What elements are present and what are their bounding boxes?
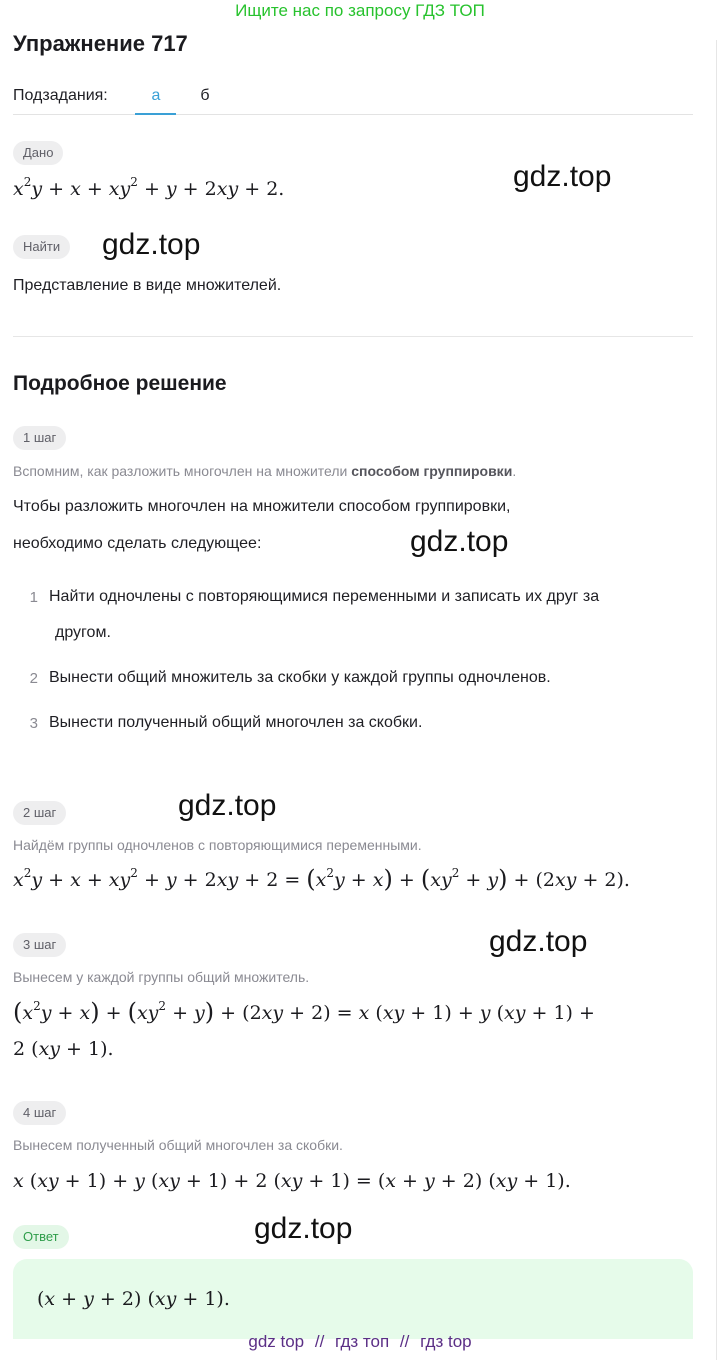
footer-link[interactable]: gdz top	[248, 1332, 305, 1351]
answer-expression: (x + y + 2) (xy + 1).	[37, 1288, 230, 1310]
find-chip: Найти	[13, 235, 70, 259]
find-text: Представление в виде множителей.	[13, 277, 282, 294]
tabs-divider	[13, 114, 693, 115]
list-item-text: Вынести общий множитель за скобки у каждой группы одночленов.	[49, 669, 551, 686]
watermark: gdz.top	[489, 925, 588, 958]
watermark: gdz.top	[513, 160, 612, 193]
solution-title: Подробное решение	[13, 372, 227, 395]
list-item-continuation: другом.	[55, 624, 111, 641]
footer-link[interactable]: гдз топ	[335, 1332, 390, 1351]
right-border	[716, 40, 717, 1360]
step-2-hint: Найдём группы одночленов с повторяющимися переменными.	[13, 837, 422, 853]
list-item-text: Вынести полученный общий многочлен за скобки.	[49, 714, 423, 731]
step-3-chip: 3 шаг	[13, 933, 66, 957]
page-title: Упражнение 717	[13, 31, 188, 56]
step-4-hint: Вынесем полученный общий многочлен за скобки.	[13, 1137, 343, 1153]
step-2-expression: $x^2y + x + xy^2 + y + 2xy + 2 = (x^2y + x) + (xy^2 + y) + (2xy + 2)$.	[13, 865, 630, 893]
given-expression: $x^2y + x + xy^2 + y + 2xy + 2$.	[13, 175, 285, 200]
step-4-expression: x (xy + 1) + y (xy + 1) + 2 (xy + 1) = (x + y + 2) (xy + 1).	[13, 1170, 571, 1192]
watermark: gdz.top	[178, 789, 277, 822]
step-2-chip: 2 шаг	[13, 801, 66, 825]
footer-link[interactable]: гдз top	[420, 1332, 472, 1351]
list-item-number: 3	[29, 715, 38, 732]
search-banner: Ищите нас по запросу ГДЗ ТОП	[235, 1, 485, 20]
footer-separator: //	[399, 1332, 410, 1351]
step-1-line-1: Чтобы разложить многочлен на множители способом группировки,	[13, 498, 511, 515]
list-item-number: 1	[29, 589, 38, 606]
watermark: gdz.top	[254, 1212, 353, 1245]
step-4-chip: 4 шаг	[13, 1101, 66, 1125]
subtasks-label: Подзадания:	[13, 87, 108, 104]
footer-links	[0, 1332, 720, 1352]
list-item-number: 2	[29, 670, 38, 687]
section-divider	[13, 336, 693, 337]
given-chip: Дано	[13, 141, 63, 165]
watermark: gdz.top	[102, 228, 201, 261]
answer-chip: Ответ	[13, 1225, 69, 1249]
step-3-expression-line-2: 2 (xy + 1).	[13, 1038, 114, 1060]
step-1-line-2: необходимо сделать следующее:	[13, 535, 262, 552]
watermark: gdz.top	[410, 525, 509, 558]
step-3-expression-line-1: $(x^2y + x) + (xy^2 + y) + (2xy + 2) = x$ (xy + 1) + y (xy + 1) +	[13, 998, 595, 1026]
step-1-chip: 1 шаг	[13, 426, 66, 450]
active-tab-indicator	[135, 113, 176, 115]
tab-a[interactable]: а	[151, 87, 161, 104]
step-3-hint: Вынесем у каждой группы общий множитель.	[13, 969, 310, 985]
footer-separator: //	[314, 1332, 325, 1351]
step-1-hint: Вспомним, как разложить многочлен на множители способом группировки.	[13, 463, 517, 479]
tab-b[interactable]: б	[200, 87, 210, 104]
list-item-text: Найти одночлены с повторяющимися переменными и записать их друг за	[49, 588, 600, 605]
